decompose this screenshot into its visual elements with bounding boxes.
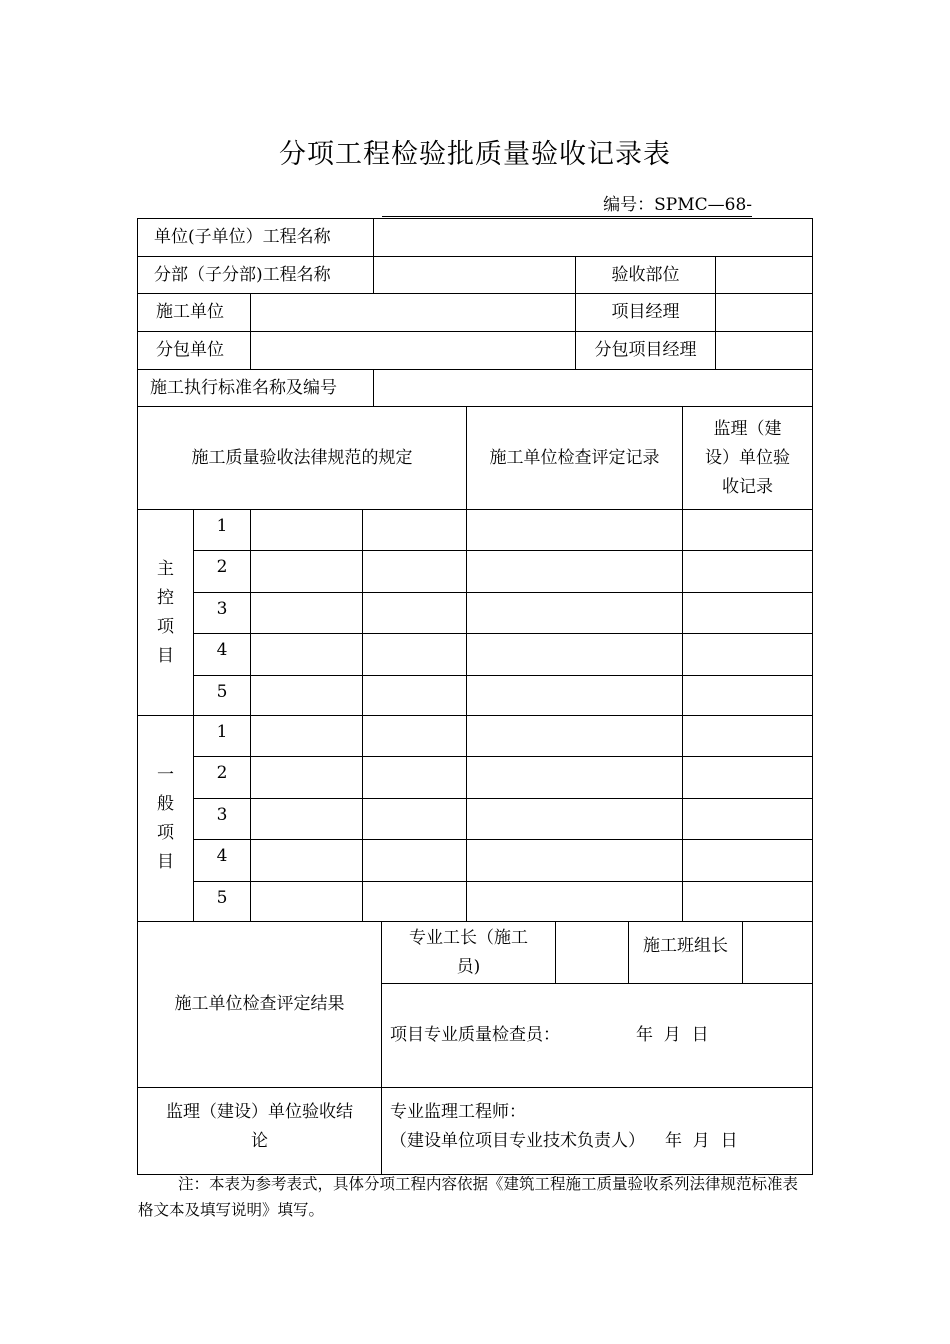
item-field[interactable]	[682, 550, 813, 593]
supervision-engineer: 专业监理工程师：	[390, 1102, 526, 1122]
inspector-label: 项目专业质量检查员：	[390, 1025, 560, 1045]
header-line: 监理（建	[713, 418, 782, 439]
item-field[interactable]	[466, 798, 683, 840]
project-manager-field[interactable]	[715, 293, 813, 332]
label-char: 般	[157, 793, 174, 814]
item-field[interactable]	[466, 881, 683, 923]
item-field[interactable]	[250, 756, 363, 799]
construction-unit-field[interactable]	[250, 293, 576, 332]
item-number: 2	[193, 550, 251, 593]
item-field[interactable]	[362, 509, 467, 551]
item-field[interactable]	[466, 509, 683, 551]
header-line: 设）单位验	[705, 447, 790, 468]
item-number: 4	[193, 839, 251, 882]
item-number: 4	[193, 633, 251, 676]
supervision-label-line: 监理（建设）单位验收结	[166, 1102, 353, 1122]
item-number: 1	[193, 715, 251, 757]
general-items-label	[137, 715, 194, 922]
label-char: 目	[157, 851, 174, 872]
item-field[interactable]	[362, 592, 467, 634]
standard-field[interactable]	[373, 369, 813, 407]
item-number: 2	[193, 756, 251, 799]
label-char: 一	[157, 764, 174, 785]
item-field[interactable]	[682, 715, 813, 757]
item-field[interactable]	[466, 633, 683, 676]
owner-representative: （建设单位项目专业技术负责人）	[390, 1131, 645, 1151]
supervision-label	[137, 1087, 382, 1175]
item-field[interactable]	[250, 633, 363, 676]
footnote: 注：本表为参考表式，具体分项工程内容依据《建筑工程施工质量验收系列法律规范标准表格文本及填写说明》填写。	[138, 1175, 799, 1219]
supervision-record-header	[682, 406, 813, 510]
acceptance-part-field[interactable]	[715, 256, 813, 294]
item-field[interactable]	[682, 633, 813, 676]
item-field[interactable]	[682, 881, 813, 923]
item-field[interactable]	[682, 839, 813, 882]
item-field[interactable]	[466, 756, 683, 799]
construction-unit-label: 施工单位	[137, 293, 251, 332]
label-char: 控	[157, 587, 174, 608]
item-field[interactable]	[466, 839, 683, 882]
foreman-label	[381, 921, 556, 984]
result-label: 施工单位检查评定结果	[137, 921, 382, 1088]
item-field[interactable]	[362, 798, 467, 840]
label-char: 项	[157, 616, 174, 637]
construction-record-header: 施工单位检查评定记录	[466, 406, 683, 510]
item-field[interactable]	[682, 592, 813, 634]
item-field[interactable]	[466, 550, 683, 593]
supervision-signature-area[interactable]	[381, 1087, 813, 1175]
foreman-line: 专业工长（施工	[409, 927, 528, 948]
label-char: 目	[157, 645, 174, 666]
item-field[interactable]	[362, 550, 467, 593]
project-manager-label: 项目经理	[575, 293, 716, 332]
team-leader-field[interactable]	[742, 921, 813, 984]
item-field[interactable]	[250, 839, 363, 882]
acceptance-part-label: 验收部位	[575, 256, 716, 294]
item-field[interactable]	[466, 675, 683, 717]
serial-number: 编号：SPMC—68-	[382, 194, 752, 217]
header-line: 收记录	[722, 476, 773, 497]
sub-project-name-label: 分部（子分部)工程名称	[137, 256, 374, 294]
item-field[interactable]	[250, 509, 363, 551]
unit-project-name-label: 单位(子单位）工程名称	[137, 218, 374, 257]
unit-project-name-field[interactable]	[373, 218, 813, 257]
item-field[interactable]	[250, 715, 363, 757]
item-field[interactable]	[682, 798, 813, 840]
subcontract-pm-field[interactable]	[715, 331, 813, 370]
main-items-label	[137, 509, 194, 716]
subcontract-unit-field[interactable]	[250, 331, 576, 370]
item-field[interactable]	[466, 592, 683, 634]
item-field[interactable]	[682, 509, 813, 551]
item-field[interactable]	[250, 881, 363, 923]
rules-header: 施工质量验收法律规范的规定	[137, 406, 467, 510]
inspector-signature-area[interactable]	[381, 983, 813, 1088]
item-number: 3	[193, 592, 251, 634]
item-field[interactable]	[250, 592, 363, 634]
item-field[interactable]	[362, 633, 467, 676]
item-number: 5	[193, 881, 251, 923]
team-leader-label: 施工班组长	[628, 921, 743, 984]
subcontract-pm-label: 分包项目经理	[575, 331, 716, 370]
foreman-line: 员)	[456, 956, 481, 977]
item-number: 5	[193, 675, 251, 717]
sub-project-name-field[interactable]	[373, 256, 576, 294]
standard-label: 施工执行标准名称及编号	[137, 369, 374, 407]
item-field[interactable]	[682, 756, 813, 799]
item-field[interactable]	[250, 550, 363, 593]
item-field[interactable]	[466, 715, 683, 757]
item-field[interactable]	[362, 715, 467, 757]
foreman-field[interactable]	[555, 921, 629, 984]
item-field[interactable]	[362, 881, 467, 923]
item-field[interactable]	[682, 675, 813, 717]
supervision-label-line: 论	[251, 1131, 268, 1151]
item-number: 3	[193, 798, 251, 840]
item-field[interactable]	[362, 756, 467, 799]
label-char: 主	[157, 558, 174, 579]
subcontract-unit-label: 分包单位	[137, 331, 251, 370]
supervision-date: 年 月 日	[665, 1131, 738, 1151]
inspector-date: 年 月 日	[636, 1025, 709, 1045]
item-field[interactable]	[250, 798, 363, 840]
item-field[interactable]	[250, 675, 363, 717]
page-title: 分项工程检验批质量验收记录表	[279, 139, 671, 170]
item-field[interactable]	[362, 839, 467, 882]
item-number: 1	[193, 509, 251, 551]
label-char: 项	[157, 822, 174, 843]
item-field[interactable]	[362, 675, 467, 717]
